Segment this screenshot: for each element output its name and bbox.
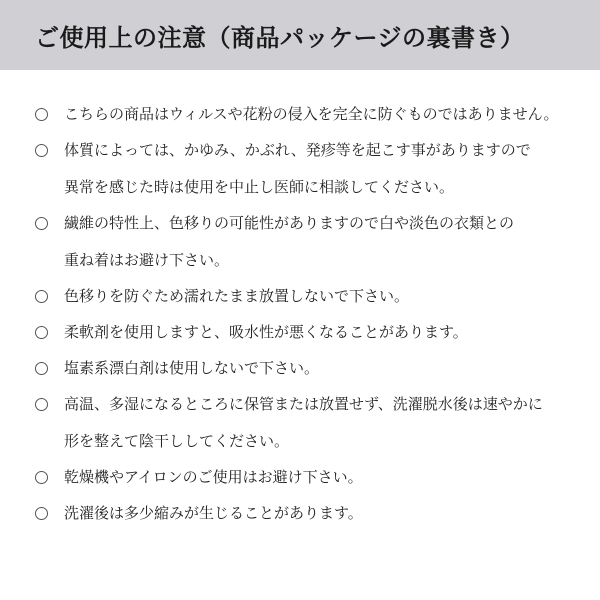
- list-item: [30, 356, 590, 380]
- circle-bullet-icon: [35, 362, 48, 375]
- list-item-text-continued: 重ね着はお避け下さい。: [64, 251, 230, 269]
- circle-bullet-icon: [35, 108, 48, 121]
- list-item: [30, 392, 590, 453]
- list-item-text: 塩素系漂白剤は使用しないで下さい。: [64, 359, 320, 377]
- list-item-text: 柔軟剤を使用しますと、吸水性が悪くなることがあります。: [64, 323, 468, 341]
- list-item: [30, 501, 590, 525]
- list-item: [30, 284, 590, 308]
- circle-bullet-icon: [35, 326, 48, 339]
- list-item-text-continued: 形を整えて陰干ししてください。: [64, 432, 290, 450]
- caution-list: [30, 102, 590, 537]
- list-item-text: 高温、多湿になるところに保管または放置せず、洗濯脱水後は速やかに: [64, 395, 543, 413]
- list-item-text: 洗濯後は多少縮みが生じることがあります。: [64, 504, 363, 522]
- circle-bullet-icon: [35, 290, 48, 303]
- circle-bullet-icon: [35, 217, 48, 230]
- circle-bullet-icon: [35, 507, 48, 520]
- header-banner: [0, 0, 600, 70]
- list-item-text: 体質によっては、かゆみ、かぶれ、発疹等を起こす事がありますので: [64, 141, 531, 159]
- list-item-text: 繊維の特性上、色移りの可能性がありますので白や淡色の衣類との: [64, 214, 515, 232]
- circle-bullet-icon: [35, 144, 48, 157]
- list-item-text: 色移りを防ぐため濡れたまま放置しないで下さい。: [64, 287, 410, 305]
- list-item: [30, 211, 590, 272]
- list-item: [30, 465, 590, 489]
- list-item: [30, 138, 590, 199]
- list-item-text: こちらの商品はウィルスや花粉の侵入を完全に防ぐものではありません。: [64, 105, 559, 123]
- page-title: ご使用上の注意（商品パッケージの裏書き）: [35, 23, 525, 52]
- list-item: [30, 320, 590, 344]
- list-item-text: 乾燥機やアイロンのご使用はお避け下さい。: [64, 468, 363, 486]
- circle-bullet-icon: [35, 398, 48, 411]
- circle-bullet-icon: [35, 471, 48, 484]
- list-item: [30, 102, 590, 126]
- list-item-text-continued: 異常を感じた時は使用を中止し医師に相談してください。: [64, 178, 455, 196]
